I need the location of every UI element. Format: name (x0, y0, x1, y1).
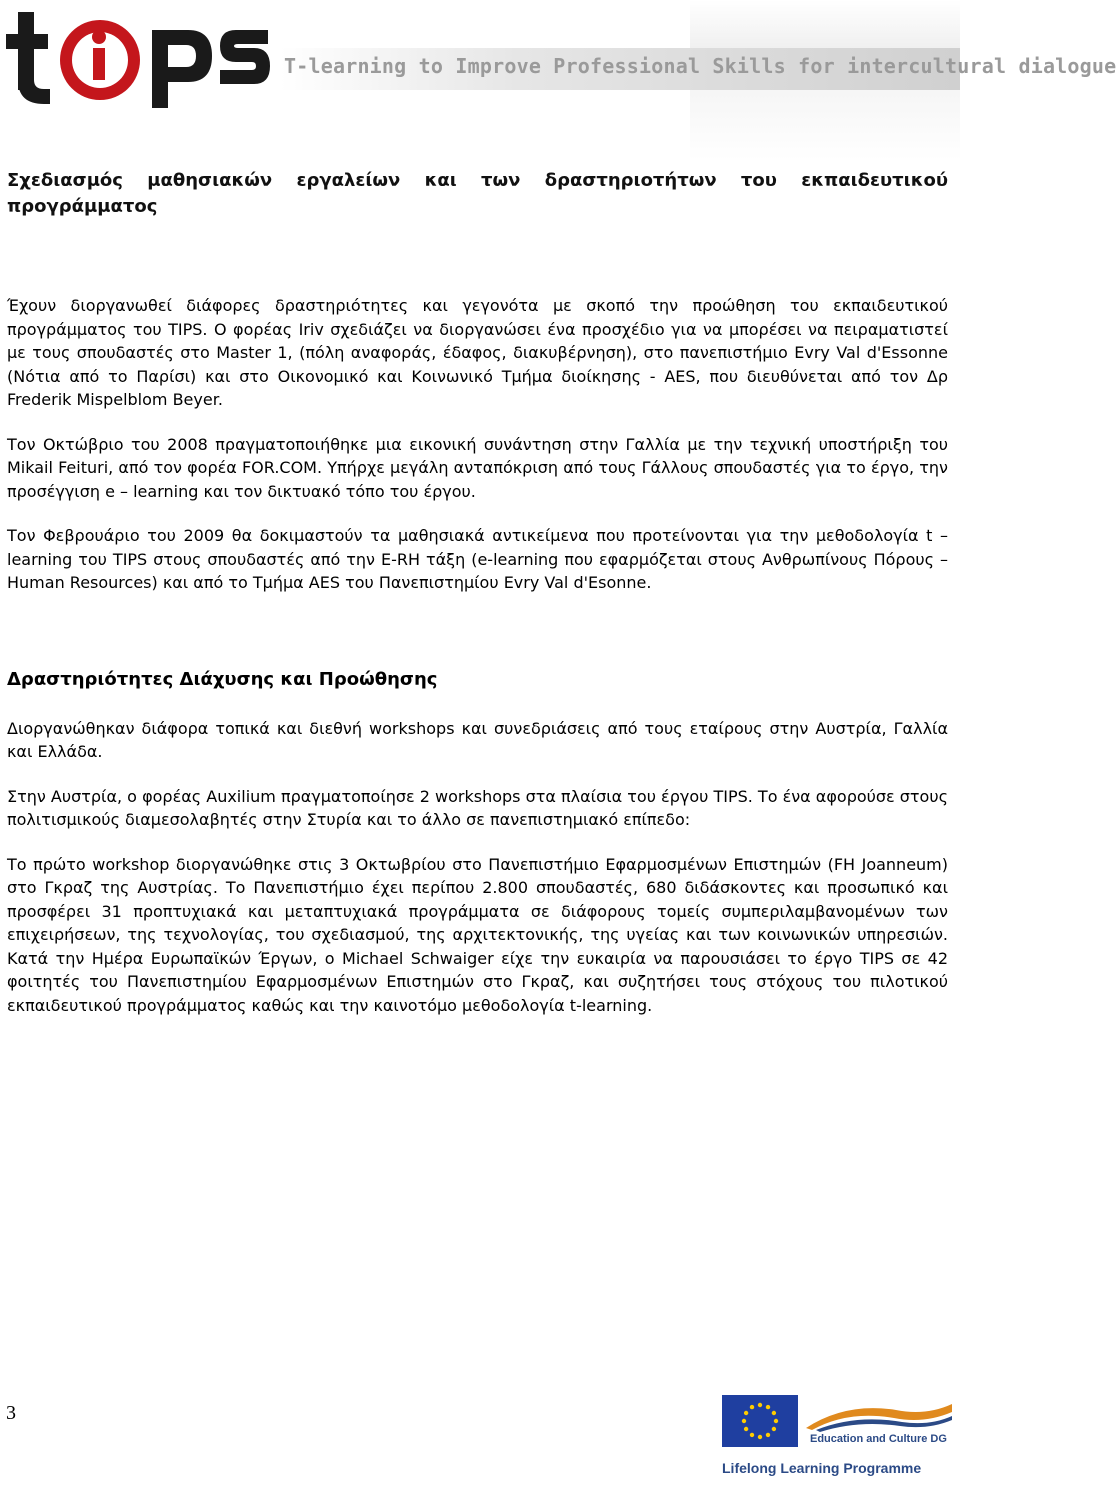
tips-logo (0, 0, 280, 120)
llp-swoosh-icon (806, 1400, 952, 1432)
llp-label: Lifelong Learning Programme (722, 1460, 922, 1476)
eu-logo (722, 1390, 952, 1485)
eu-flag-icon (722, 1395, 798, 1447)
document-body (7, 168, 948, 1017)
page-header (0, 0, 1116, 165)
section-title: Δραστηριότητες Διάχυσης και Προώθησης (7, 668, 438, 690)
header-tagline: T-learning to Improve Professional Skills for intercultural dialogue (284, 54, 1116, 78)
paragraph: Τον Φεβρουάριο του 2009 θα δοκιμαστούν τα μαθησιακά αντικείμενα που προτείνονται για την μεθοδολογία t – learning του TIPS στους σπουδαστές από την E-RH τάξη (e-learning που εφαρμόζεται στους Ανθρωπίνους Πόρους – Human Resources) και από το Τμήμα AES του Πανεπιστημίου Evry Val d'Esonne. (7, 526, 948, 592)
paragraph: Στην Αυστρία, ο φορέας Auxilium πραγματοποίησε 2 workshops στα πλαίσια του έργου TIPS. Το ένα αφορούσε στους πολιτισμικούς διαμεσολαβητές στην Στυρία και το άλλο σε πανεπιστημιακό επίπεδο: (7, 786, 948, 829)
page-title: Σχεδιασμός μαθησιακών εργαλείων και των δραστηριοτήτων του εκπαιδευτικού προγράμματος (7, 170, 948, 217)
page-number: 3 (6, 1402, 16, 1424)
paragraph: Διοργανώθηκαν διάφορα τοπικά και διεθνή workshops και συνεδριάσεις από τους εταίρους στην Αυστρία, Γαλλία και Ελλάδα. (7, 718, 948, 761)
paragraph: Το πρώτο workshop διοργανώθηκε στις 3 Οκτωβρίου στο Πανεπιστήμιο Εφαρμοσμένων Επιστημών (FH Joanneum) στο Γκραζ της Αυστρίας. Το Πανεπιστήμιο έχει περίπου 2.800 σπουδαστές, 680 διδάσκοντες και προσωπικό και προσφέρει 31 προπτυχιακά και μεταπτυχιακά προγράμματα σε διάφορους τομείς συμπεριλαμβανομένων των επιχειρήσεων, της τεχνολογίας, του σχεδιασμού, της αρχιτεκτονικής, της υγείας και των κοινωνικών υπηρεσιών. Κατά την Ημέρα Ευρωπαϊκών Έργων, ο Michael Schwaiger είχε την ευκαιρία να παρουσιάσει το έργο TIPS σε 42 φοιτητές του Πανεπιστημίου Εφαρμοσμένων Επιστημών στο Γκραζ, και συζητήσει τους στόχους του πιλοτικού εκπαιδευτικού προγράμματος καθώς και την καινοτόμο μεθοδολογία t-learning. (7, 854, 948, 1015)
eu-dg-label: Education and Culture DG (810, 1433, 947, 1445)
paragraph: Τον Οκτώβριο του 2008 πραγματοποιήθηκε μια εικονική συνάντηση στην Γαλλία με την τεχνική υποστήριξη του Mikail Feituri, από τον φορέα FOR.COM. Υπήρχε μεγάλη ανταπόκριση από τους Γάλλους σπουδαστές για το έργο, την προσέγγιση e – learning και τον δικτυακό τόπο του έργου. (7, 434, 948, 501)
paragraph: Έχουν διοργανωθεί διάφορες δραστηριότητες και γεγονότα με σκοπό την προώθηση του εκπαιδευτικού προγράμματος του TIPS. Ο φορέας Iriv σχεδιάζει να διοργανώσει ένα προσχέδιο για να μπορέσει να πειραματιστεί με τους σπουδαστές στο Master 1, (πόλη αναφοράς, έδαφος, διακυβέρνηση), στο πανεπιστήμιο Evry Val d'Essonne (Νότια από το Παρίσι) και στο Οικονομικό και Κοινωνικό Τμήμα διοίκησης - AES, που διευθύνεται από τον Δρ Frederik Mispelblom Beyer. (7, 296, 948, 409)
